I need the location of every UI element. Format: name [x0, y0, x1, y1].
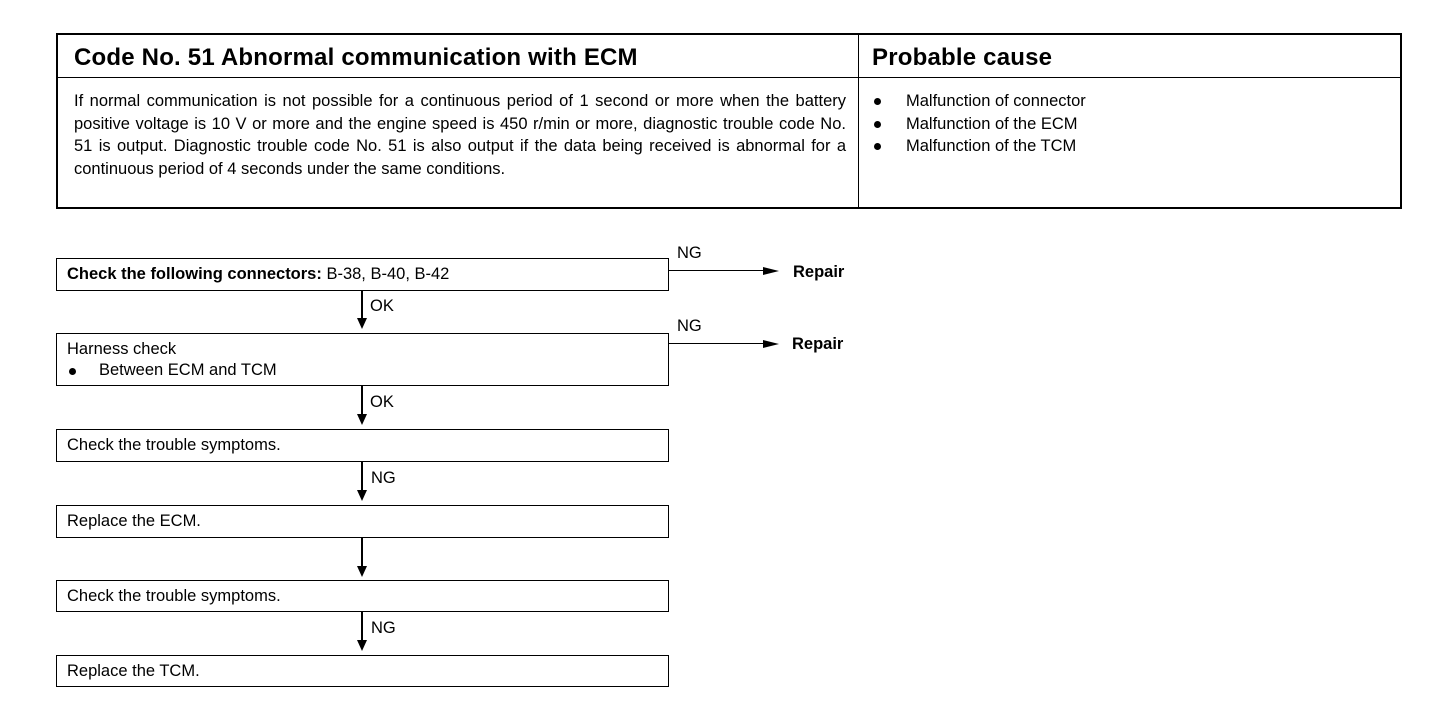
cause-item: Malfunction of the ECM	[872, 113, 1086, 136]
flow-step-check-symptoms	[56, 429, 669, 462]
ok-label: OK	[370, 297, 394, 315]
ok-label: OK	[370, 393, 394, 411]
step6-text: Replace the TCM.	[67, 662, 200, 680]
ng-label: NG	[677, 244, 702, 262]
ng-label: NG	[371, 619, 396, 637]
arrow-down-icon	[357, 566, 367, 577]
table-column-divider	[858, 35, 859, 207]
cause-item: Malfunction of the TCM	[872, 135, 1086, 158]
code-title: Code No. 51 Abnormal communication with ECM	[74, 44, 638, 71]
step1-connectors-text: B-38, B-40, B-42	[321, 265, 450, 283]
arrow-right-icon	[763, 340, 779, 348]
ng-connector-line	[669, 270, 765, 271]
step1-bold-text: Check the following connectors:	[67, 265, 322, 283]
bullet-icon	[69, 368, 76, 375]
code-description: If normal communication is not possible for a continuous period of 1 second or more when the battery positive voltage is 10 V or more and the engine speed is 450 r/min or more, diagnostic trouble code No. 51 is output. Diagnostic trouble code No. 51 is also output if the data being received is abnormal for a continuous period of 4 seconds under the same conditions.	[74, 92, 846, 178]
step2-bullet: Between ECM and TCM	[67, 360, 658, 381]
bullet-icon	[874, 98, 881, 105]
step3-text: Check the trouble symptoms.	[67, 436, 281, 454]
probable-cause-list	[872, 90, 1086, 158]
flow-step-check-symptoms-2	[56, 580, 669, 612]
repair-label: Repair	[792, 335, 844, 353]
flow-step-harness-check	[56, 333, 669, 386]
code-info-table	[56, 33, 1402, 209]
arrow-down-icon	[357, 318, 367, 329]
flow-connector-line	[361, 612, 363, 642]
flow-step-check-connectors	[56, 258, 669, 291]
arrow-down-icon	[357, 490, 367, 501]
probable-cause-title: Probable cause	[872, 44, 1053, 71]
step4-text: Replace the ECM.	[67, 512, 201, 530]
flow-step-replace-ecm	[56, 505, 669, 538]
arrow-right-icon	[763, 267, 779, 275]
step5-text: Check the trouble symptoms.	[67, 587, 281, 605]
ng-label: NG	[677, 317, 702, 335]
bullet-icon	[874, 143, 881, 150]
bullet-icon	[874, 121, 881, 128]
flow-step-replace-tcm	[56, 655, 669, 687]
ng-connector-line	[669, 343, 765, 344]
flow-connector-line	[361, 462, 363, 492]
flow-connector-line	[361, 538, 363, 568]
flow-connector-line	[361, 291, 363, 320]
step2-title: Harness check	[67, 340, 177, 358]
arrow-down-icon	[357, 414, 367, 425]
flow-connector-line	[361, 386, 363, 416]
cause-item: Malfunction of connector	[872, 90, 1086, 113]
table-row-divider	[58, 77, 1400, 78]
ng-label: NG	[371, 469, 396, 487]
arrow-down-icon	[357, 640, 367, 651]
repair-label: Repair	[793, 263, 845, 281]
